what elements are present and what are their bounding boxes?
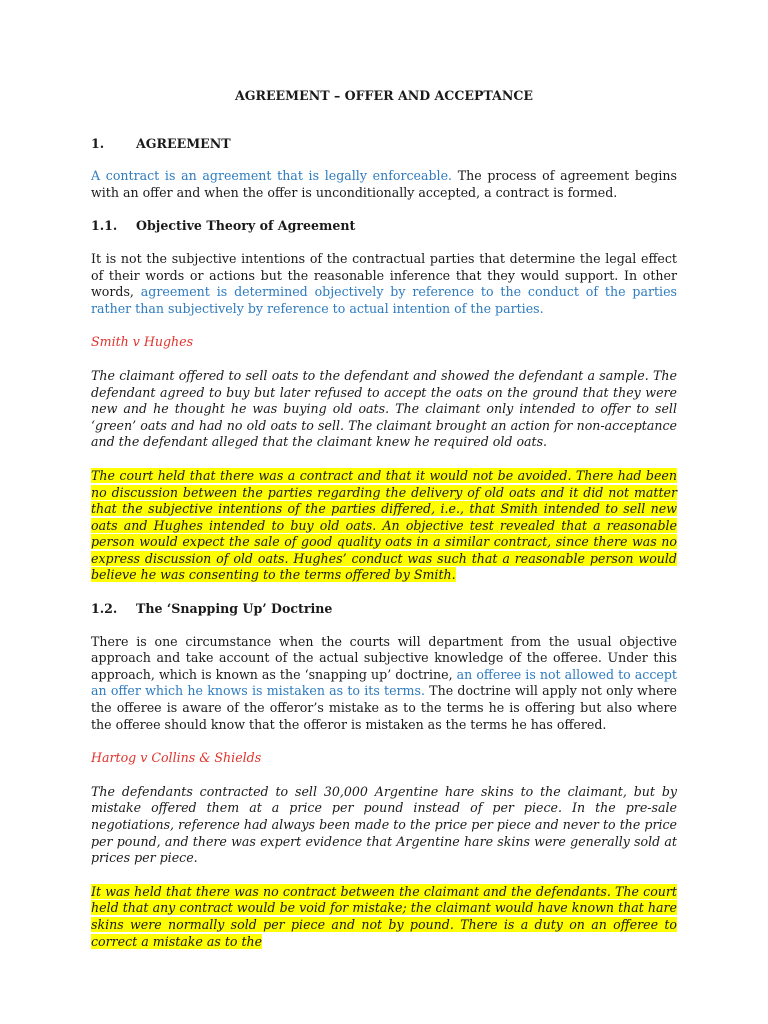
paragraph-contract-definition [91, 168, 677, 201]
body-text: There is one circumstance when the courts will department from the usual objective approach and take account of the actual subjective knowledge of the offeree. Under this approach, which is known as the ‘snapping up’ doctrine, [91, 633, 677, 682]
key-point-text: A contract is an agreement that is legally enforceable. [91, 168, 453, 184]
case-holding [91, 468, 677, 584]
body-text: It is not the subjective intentions of the contractual parties that determine the legal effect of their words or actions but the reasonable inference that they would support. In other words, [91, 250, 677, 300]
case-name: Smith v Hughes [91, 334, 194, 350]
case-facts: The claimant offered to sell oats to the defendant and showed the defendant a sample. The defendant agreed to buy but later refused to accept the oats on the ground that they were new and he thought he was buying old oats. The claimant only intended to offer to sell ‘green’ oats and had no old oats to sell. The claimant brought an action for non-acceptance and the defendant alleged that the claimant knew he required old oats. [91, 367, 677, 450]
section-number: 1. [91, 135, 105, 151]
paragraph-objective-theory [91, 251, 677, 317]
case-holding [91, 884, 677, 950]
section-title: The ‘Snapping Up’ Doctrine [136, 601, 333, 617]
case-name: Hartog v Collins & Shields [91, 750, 262, 766]
section-1-1-heading [91, 218, 677, 235]
section-1-heading [91, 136, 677, 153]
section-number: 1.2. [91, 601, 118, 617]
section-title: Objective Theory of Agreement [136, 218, 356, 234]
body-text: The doctrine will apply not only where the offeree is aware of the offeror’s mistake as to the terms he is offering but also where the offeree should know that the offeror is mistaken as the terms he has offered. [91, 683, 677, 732]
highlighted-text: It was held that there was no contract between the claimant and the defendants. The court held that any contract would be void for mistake; the claimant would have known that hare skins were normally sold per piece and not by pound. There is a duty on an offeree to correct a mistake as to the [91, 883, 677, 949]
key-point-text: an offeree is not allowed to accept an offer which he knows is mistaken as to its terms. [91, 666, 677, 699]
document-page [91, 88, 677, 967]
document-title: AGREEMENT – OFFER AND ACCEPTANCE [234, 88, 534, 103]
section-1-2-heading [91, 601, 677, 618]
case-facts: The defendants contracted to sell 30,000 Argentine hare skins to the claimant, but by mistake offered them at a price per pound instead of per piece. In the pre-sale negotiations, reference had always been made to the price per piece and never to the price per pound, and there was expert evidence that Argentine hare skins were generally sold at prices per piece. [91, 783, 677, 866]
highlighted-text: The court held that there was a contract and that it would not be avoided. There had been no discussion between the parties regarding the delivery of old oats and it did not matter that the subjective intentions of the parties differed, i.e., that Smith intended to sell new oats and Hughes intended to buy old oats. An objective test revealed that a reasonable person would expect the sale of good quality oats in a similar contract, since there was no express discussion of old oats. Hughes’ conduct was such that a reasonable person would believe he was consenting to the terms offered by Smith. [91, 467, 677, 583]
key-point-text: agreement is determined objectively by reference to the conduct of the parties rather than subjectively by reference to actual intention of the parties. [91, 284, 677, 316]
paragraph-snapping-up [91, 634, 677, 734]
section-number: 1.1. [91, 218, 118, 234]
body-text: The process of agreement begins with an offer and when the offer is unconditionally accepted, a contract is formed. [91, 168, 677, 200]
section-title: AGREEMENT [136, 135, 231, 151]
